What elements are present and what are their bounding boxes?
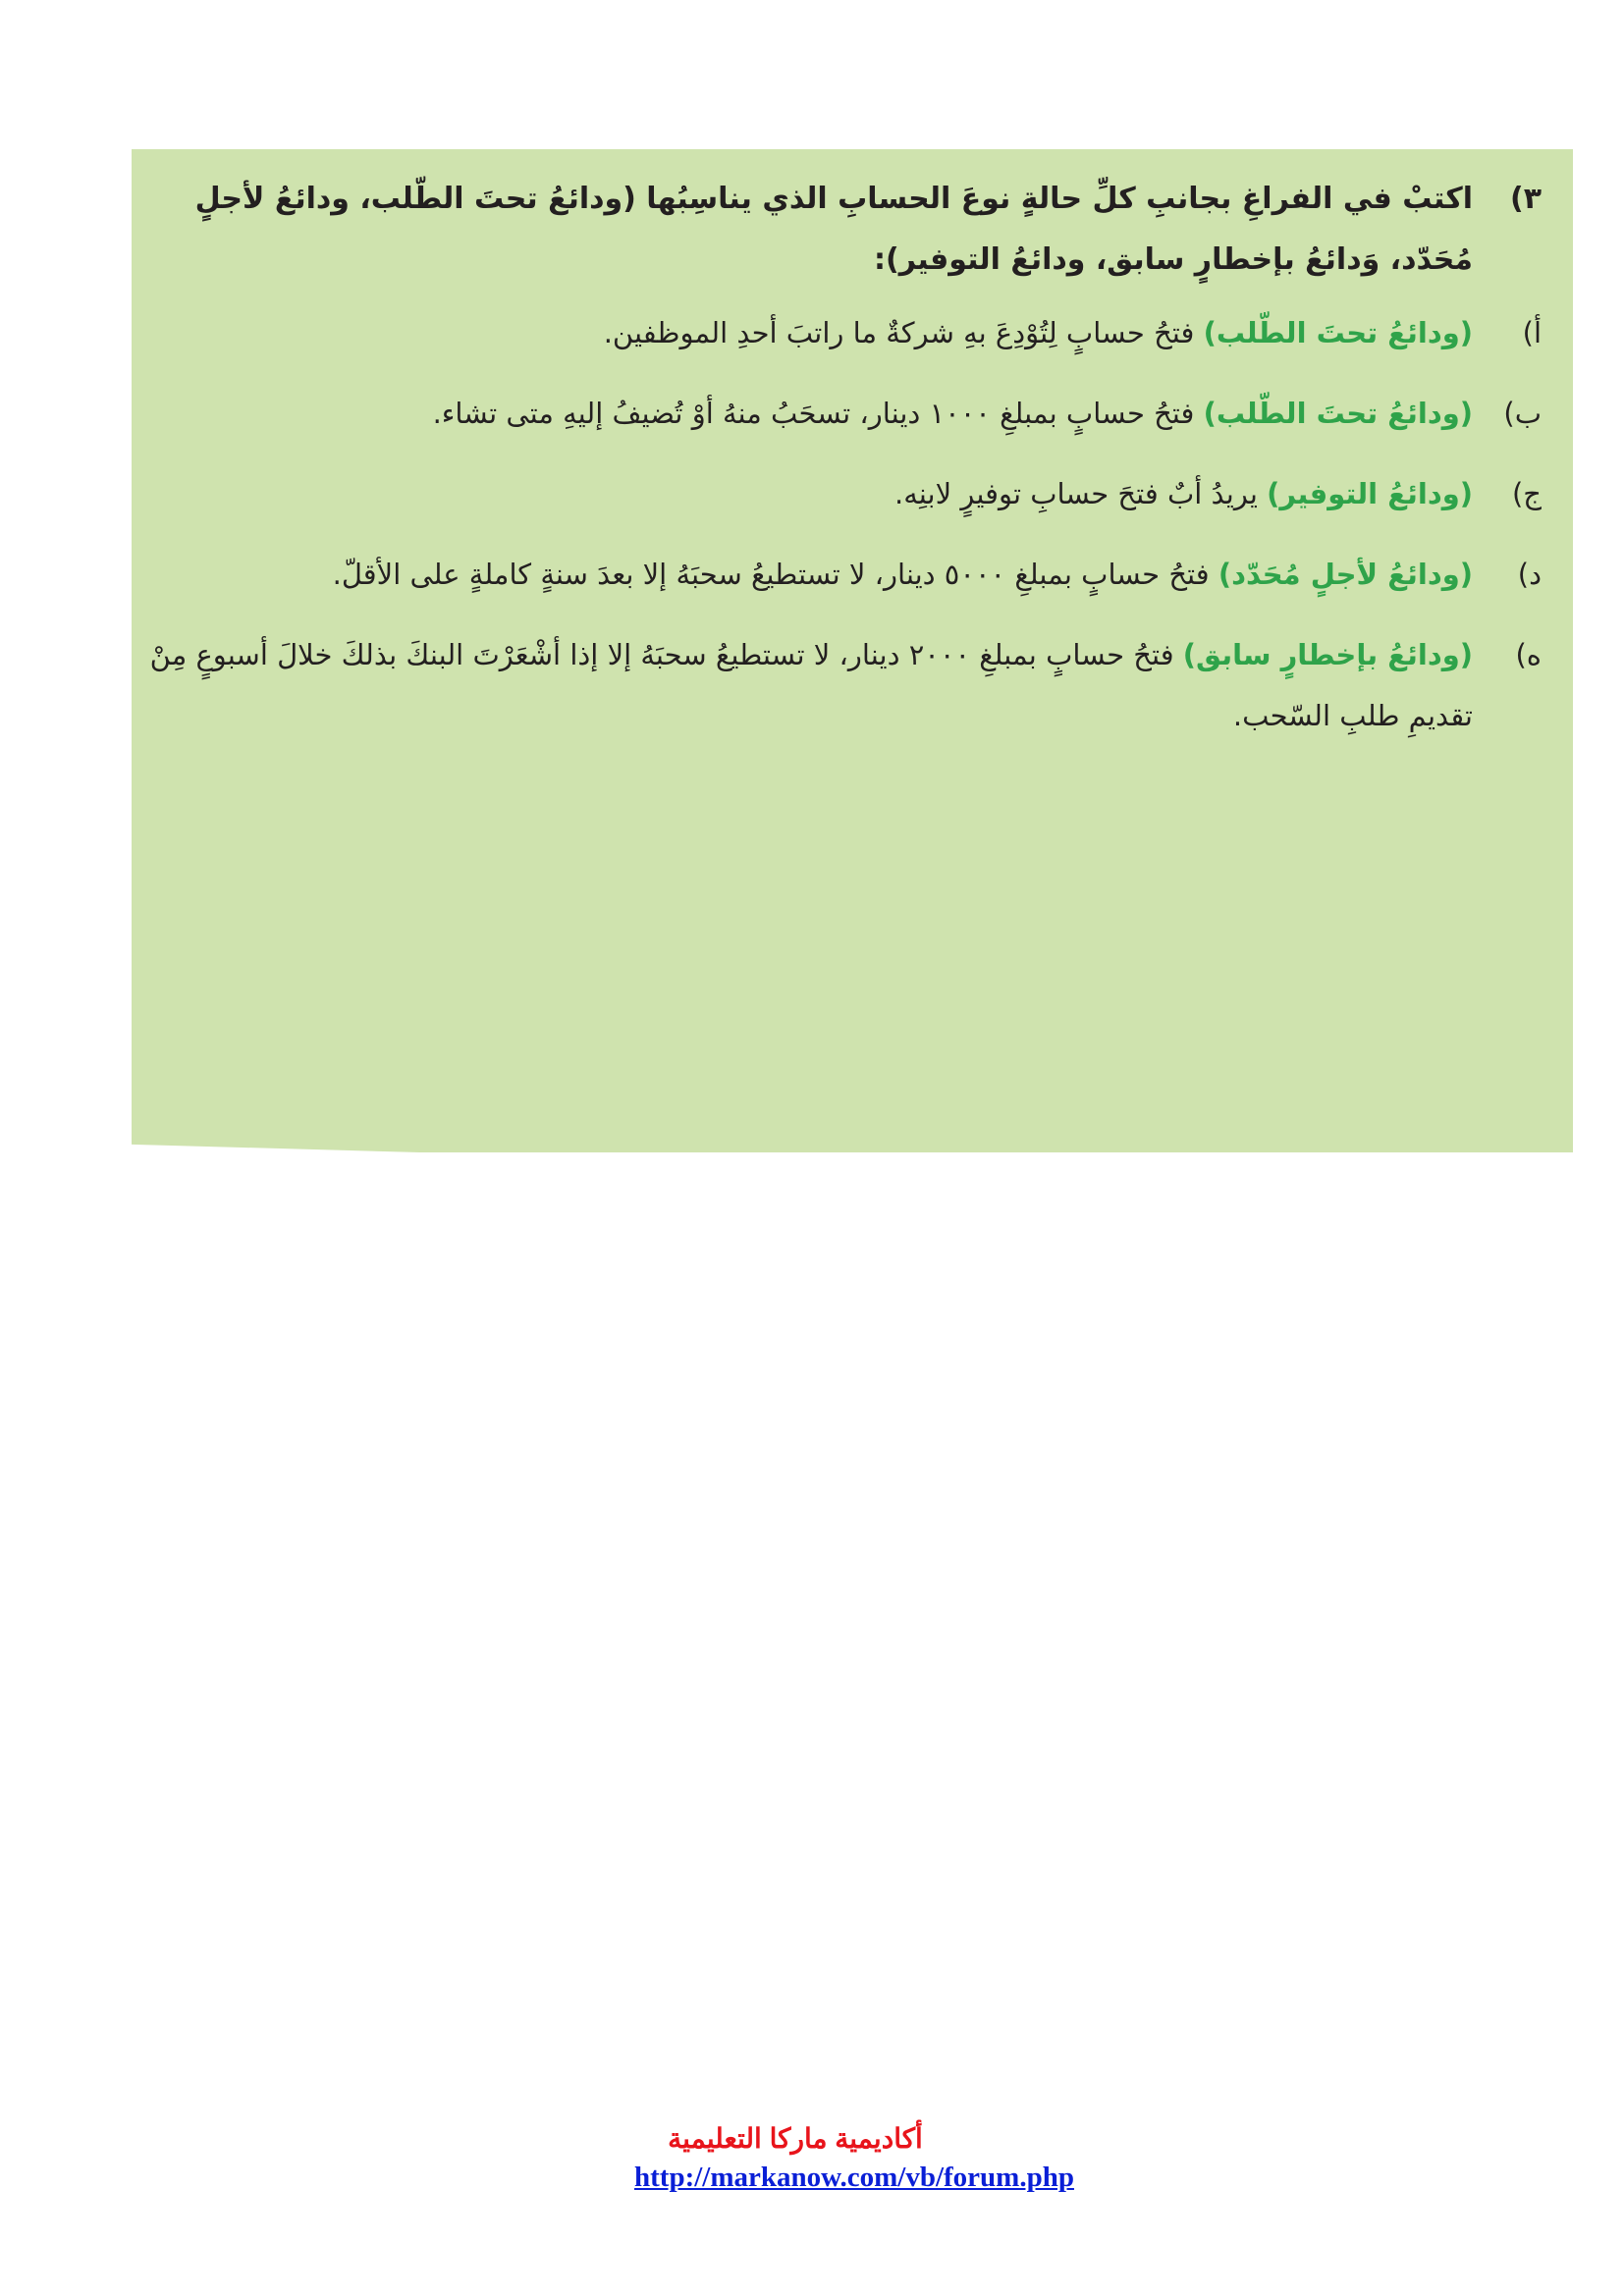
item-body xyxy=(147,624,1473,746)
footer-academy-name: أكاديمية ماركا التعليمية xyxy=(668,2123,923,2154)
item-description: فتحُ حسابٍ بمبلغِ ١٠٠٠ دينار، تسحَبُ منهُ أوْ تُضيفُ إليهِ متى تشاء. xyxy=(432,397,1195,430)
question-text: اكتبْ في الفراغِ بجانبِ كلِّ حالةٍ نوعَ الحسابِ الذي يناسِبُها (ودائعُ تحتَ الطّلب، ودائعُ لأجلٍ مُحَدّد، وَدائعُ بإخطارٍ سابق، ودائعُ التوفير): xyxy=(194,182,1473,277)
footer-forum-link[interactable]: http://markanow.com/vb/forum.php xyxy=(634,2162,1074,2193)
item-body xyxy=(147,302,1473,363)
item-description: يريدُ أبٌ فتحَ حسابِ توفيرٍ لابنِه. xyxy=(894,477,1258,510)
item-c xyxy=(147,463,1542,524)
item-label: ج) xyxy=(1511,477,1542,510)
item-label: ه) xyxy=(1515,638,1542,671)
item-label: أ) xyxy=(1522,316,1542,349)
item-e xyxy=(147,624,1542,746)
question-number: ٣) xyxy=(1509,182,1542,216)
item-answer: (ودائعُ بإخطارٍ سابق) xyxy=(1182,638,1473,671)
item-answer: (ودائعُ تحتَ الطّلب) xyxy=(1203,316,1473,349)
item-answer: (ودائعُ التوفير) xyxy=(1267,477,1473,510)
item-description: فتحُ حسابٍ بمبلغِ ٥٠٠٠ دينار، لا تستطيعُ سحبَهُ إلا بعدَ سنةٍ كاملةٍ على الأقلّ. xyxy=(332,558,1210,591)
item-label: ب) xyxy=(1503,397,1542,430)
item-answer: (ودائعُ لأجلٍ مُحَدّد) xyxy=(1218,558,1473,591)
page-footer xyxy=(550,2120,1159,2197)
item-body xyxy=(147,463,1473,524)
item-label: د) xyxy=(1517,558,1542,591)
item-description: فتحُ حسابٍ لِتُوْدِعَ بهِ شركةٌ ما راتبَ أحدِ الموظفين. xyxy=(603,316,1195,349)
question-3 xyxy=(147,169,1542,291)
item-answer: (ودائعُ تحتَ الطّلب) xyxy=(1203,397,1473,430)
item-description: فتحُ حسابٍ بمبلغِ ٢٠٠٠ دينار، لا تستطيعُ سحبَهُ إلا إذا أشْعَرْتَ البنكَ بذلكَ خلالَ أسبوعٍ مِنْ تقديمِ طلبِ السّحب. xyxy=(149,638,1473,732)
item-b xyxy=(147,383,1542,444)
item-a xyxy=(147,302,1542,363)
item-d xyxy=(147,544,1542,605)
exercise-content xyxy=(147,169,1542,766)
item-body xyxy=(147,383,1473,444)
item-body xyxy=(147,544,1473,605)
